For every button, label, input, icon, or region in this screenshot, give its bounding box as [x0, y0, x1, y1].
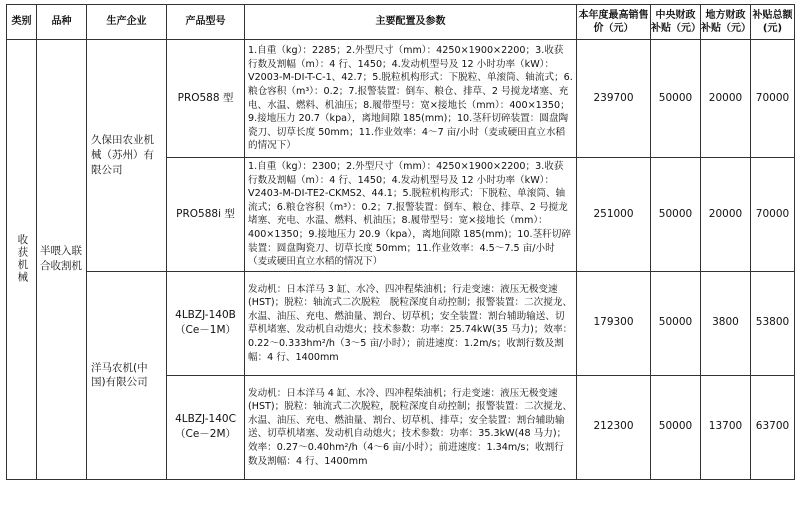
header-category: 类别	[7, 5, 37, 40]
total-subsidy-cell: 53800	[751, 271, 795, 375]
manufacturer-kubota: 久保田农业机械（苏州）有限公司	[91, 134, 154, 176]
manufacturer-cell	[87, 40, 167, 272]
model-cell: PRO588i 型	[167, 158, 245, 272]
category-cell	[7, 40, 37, 480]
header-variety: 品种	[37, 5, 87, 40]
category-label: 收获机械	[16, 234, 29, 285]
table-row	[7, 40, 795, 158]
variety-label: 半喂入联合收割机	[40, 245, 82, 273]
header-central-subsidy: 中央财政补贴（元）	[651, 5, 701, 40]
header-total-subsidy: 补贴总额(元)	[751, 5, 795, 40]
subsidy-table-container	[6, 4, 795, 480]
central-subsidy-cell: 50000	[651, 158, 701, 272]
header-model: 产品型号	[167, 5, 245, 40]
total-subsidy-cell: 70000	[751, 158, 795, 272]
total-subsidy-cell: 70000	[751, 40, 795, 158]
central-subsidy-cell: 50000	[651, 375, 701, 479]
header-specs: 主要配置及参数	[245, 5, 577, 40]
max-price-cell: 251000	[577, 158, 651, 272]
local-subsidy-cell: 13700	[701, 375, 751, 479]
max-price-cell: 179300	[577, 271, 651, 375]
model-cell: 4LBZJ-140C（Ce－2M）	[167, 375, 245, 479]
central-subsidy-cell: 50000	[651, 271, 701, 375]
spec-cell: 发动机：日本洋马 4 缸、水冷、四冲程柴油机；行走变速：液压无极变速(HST)；脱粒：轴流式二次脱粒，脱粒深度自动控制；报警装置：二次搅龙、水温、油压、充电、燃油量、割台、切草机、排草；安全装置：割台辅助输送、切草机堵塞、发动机自动熄火；技术参数：功率：35.3kW(48 马力)；效率：0.27～0.40hm²/h（4～6 亩/小时）；前进速度：1.34m/s；收割行数及割幅：4 行、1400mm	[245, 375, 577, 479]
local-subsidy-cell: 20000	[701, 40, 751, 158]
subsidy-table	[6, 4, 795, 480]
manufacturer-yanmar: 洋马农机(中国)有限公司	[91, 361, 148, 389]
local-subsidy-cell: 20000	[701, 158, 751, 272]
header-manufacturer: 生产企业	[87, 5, 167, 40]
manufacturer-cell	[87, 271, 167, 479]
header-local-subsidy: 地方财政补贴（元）	[701, 5, 751, 40]
total-subsidy-cell: 63700	[751, 375, 795, 479]
central-subsidy-cell: 50000	[651, 40, 701, 158]
header-row	[7, 5, 795, 40]
max-price-cell: 212300	[577, 375, 651, 479]
model-cell: 4LBZJ-140B（Ce－1M）	[167, 271, 245, 375]
variety-cell	[37, 40, 87, 480]
table-row	[7, 271, 795, 375]
header-max-price: 本年度最高销售价（元）	[577, 5, 651, 40]
spec-cell: 1.自重（kg）：2300；2.外型尺寸（mm）：4250×1900×2200；3.收获行数及割幅（m）：4 行、1450；4.发动机型号及 12 小时功率（kW）：V2403-M-DI-TE2-CKMS2、44.1；5.脱粒机构形式：下脱粒、单滚筒、轴流式；6.粮仓容积（m³）：0.2；7.报警装置：倒车、粮仓、排草、2 号搅龙堵塞、充电、水温、燃料、机油压；8.履带型号：宽×接地长（mm）：400×1350；9.接地压力 20.9（kpa），离地间隙 185(mm)；10.茎秆切碎装置：圆盘陶瓷刀、切草长度 50mm；11.作业效率：4.5～7.5 亩/小时（麦或硬田直立水稻的情况下）	[245, 158, 577, 272]
local-subsidy-cell: 3800	[701, 271, 751, 375]
spec-cell: 1.自重（kg）：2285；2.外型尺寸（mm）：4250×1900×2200；3.收获行数及割幅（m）：4 行、1450；4.发动机型号及 12 小时功率（kW）：V2003-M-DI-T-C-1、42.7；5.脱粒机构形式：下脱粒、单滚筒、轴流式；6.粮仓容积（m³）：0.2；7.报警装置：倒车、粮仓、排草、2 号搅龙堵塞、充电、水温、燃料、机油压；8.履带型号：宽×接地长（mm）：400×1350；9.接地压力 20.7（kpa），离地间隙 185(mm)；10.茎秆切碎装置：圆盘陶瓷刀、切草长度 50mm；11.作业效率：4～7 亩/小时（麦或硬田直立水稻的情况下）	[245, 40, 577, 158]
spec-cell: 发动机：日本洋马 3 缸、水冷、四冲程柴油机；行走变速：液压无极变速(HST)；脱粒：轴流式二次脱粒 脱粒深度自动控制；报警装置：二次搅龙、水温、油压、充电、燃油量、割台、切草机；安全装置：割台辅助输送、切草机堵塞、发动机自动熄火；技术参数：功率：25.74kW(35 马力)；效率：0.22～0.333hm²/h（3～5 亩/小时）；前进速度：1.2m/s；收割行数及割幅：4 行、1400mm	[245, 271, 577, 375]
model-cell: PRO588 型	[167, 40, 245, 158]
max-price-cell: 239700	[577, 40, 651, 158]
